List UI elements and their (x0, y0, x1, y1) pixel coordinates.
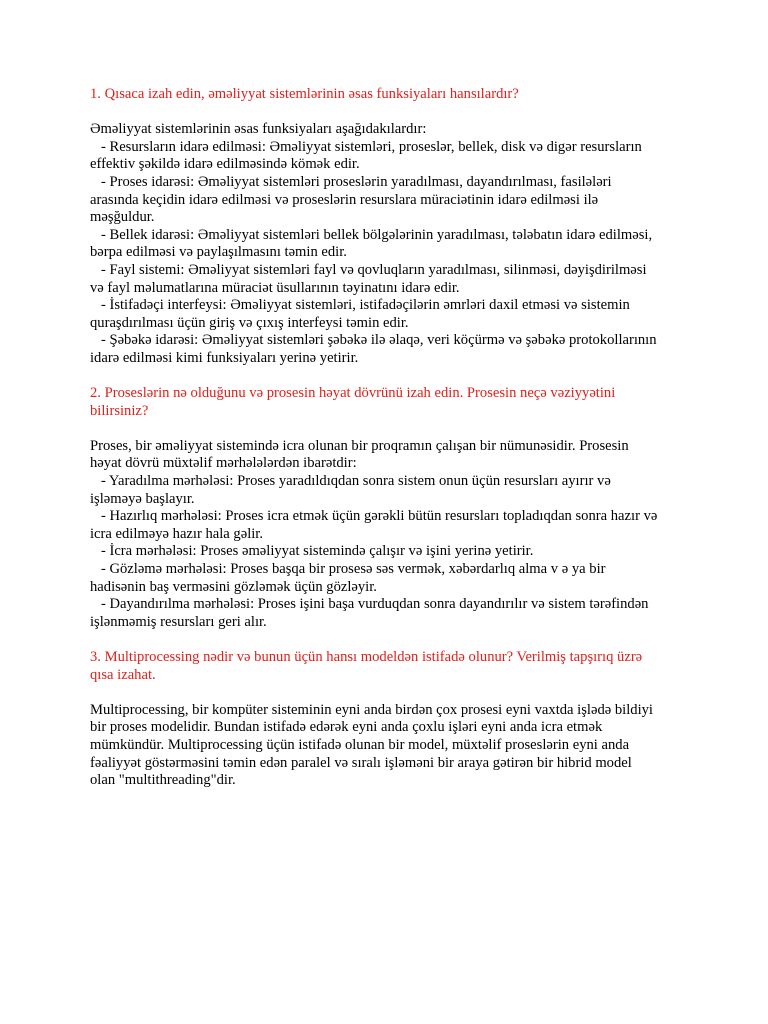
answer-3-text: Multiprocessing, bir kompüter sisteminin eyni anda birdən çox prosesi eyni vaxtda işlədə bildiyi bir proses modelidir. Bundan istifadə edərək eyni anda çoxlu işləri eyni anda icra etmək mümkündür. Multiprocessing üçün istifadə olunan bir model, müxtəlif proseslərin eyni anda fəaliyyət göstərməsini təmin edən paralel və sıralı işləməni bir araya gətirən bir hibrid model olan "multithreading"dir. (90, 701, 653, 789)
question-1: 1. Qısaca izah edin, əməliyyat sistemlərinin əsas funksiyaları hansılardır? (90, 86, 519, 102)
answer-2-item: - Dayandırılma mərhələsi: Proses işini başa vurduqdan sonra dayandırılır və sistem tərəfindən işlənməmiş resursları geri alır. (90, 596, 649, 630)
answer-1-item: - Resursların idarə edilməsi: Əməliyyat sistemləri, proseslər, bellek, disk və digər resursların effektiv şəkildə idarə edilməsində kömək edir. (90, 138, 642, 173)
question-3: 3. Multiprocessing nədir və bunun üçün hansı modeldən istifadə olunur? Verilmiş tapşırıq üzrə qısa izahat. (90, 649, 643, 683)
answer-2-item: - İcra mərhələsi: Proses əməliyyat sistemində çalışır və işini yerinə yetirir. (90, 543, 534, 560)
question-2: 2. Proseslərin nə olduğunu və prosesin həyat dövrünü izah edin. Prosesin neçə vəziyyətini bilirsiniz? (90, 385, 616, 419)
answer-1-intro: Əməliyyat sistemlərinin əsas funksiyaları aşağıdakılardır: (90, 121, 427, 138)
answer-2-item: - Gözləmə mərhələsi: Proses başqa bir prosesə səs vermək, xəbərdarlıq alma v ə ya bir hadisənin baş verməsini gözləmək üçün gözləyir. (90, 561, 606, 595)
section-2 (90, 385, 686, 631)
answer-1-item: - İstifadəçi interfeysi: Əməliyyat sistemləri, istifadəçilərin əmrləri daxil etməsi və sistemin quraşdırılması üçün giriş və çıxış interfeysi təmin edir. (90, 297, 630, 331)
answer-2-item: - Hazırlıq mərhələsi: Proses icra etmək üçün gərəkli bütün resursları topladıqdan sonra hazır və icra edilməyə hazır hala gəlir. (90, 508, 658, 542)
answer-2-item: - Yaradılma mərhələsi: Proses yaradıldıqdan sonra sistem onun üçün resursları ayırır və işləməyə başlayır. (90, 473, 611, 507)
answer-1-item: - Proses idarəsi: Əməliyyat sistemləri proseslərin yaradılması, dayandırılması, fasilələri arasında keçidin idarə edilməsi və proseslərin resurslara müraciətinin idarə edilməsi ilə məşğuldur. (90, 173, 612, 226)
answer-1-item: - Şəbəkə idarəsi: Əməliyyat sistemləri şəbəkə ilə əlaqə, veri köçürmə və şəbəkə protokollarının idarə edilməsi kimi funksiyaları yerinə yetirir. (90, 332, 657, 366)
section-1 (90, 86, 686, 368)
answer-1-item: - Bellek idarəsi: Əməliyyat sistemləri bellek bölgələrinin yaradılması, tələbatın idarə edilməsi, bərpa edilməsi və paylaşılmasını təmin edir. (90, 226, 653, 261)
answer-2-intro: Proses, bir əməliyyat sistemində icra olunan bir proqramın çalışan bir nümunəsidir. Prosesin həyat dövrü müxtəlif mərhələlərdən ibarətdir: (90, 437, 629, 472)
document-page (90, 86, 686, 790)
answer-1-item: - Fayl sistemi: Əməliyyat sistemləri fayl və qovluqların yaradılması, silinməsi, dəyişdirilməsi və fayl məlumatlarına müraciət üsullarının təyinatını idarə edir. (90, 261, 647, 296)
section-3 (90, 649, 686, 790)
